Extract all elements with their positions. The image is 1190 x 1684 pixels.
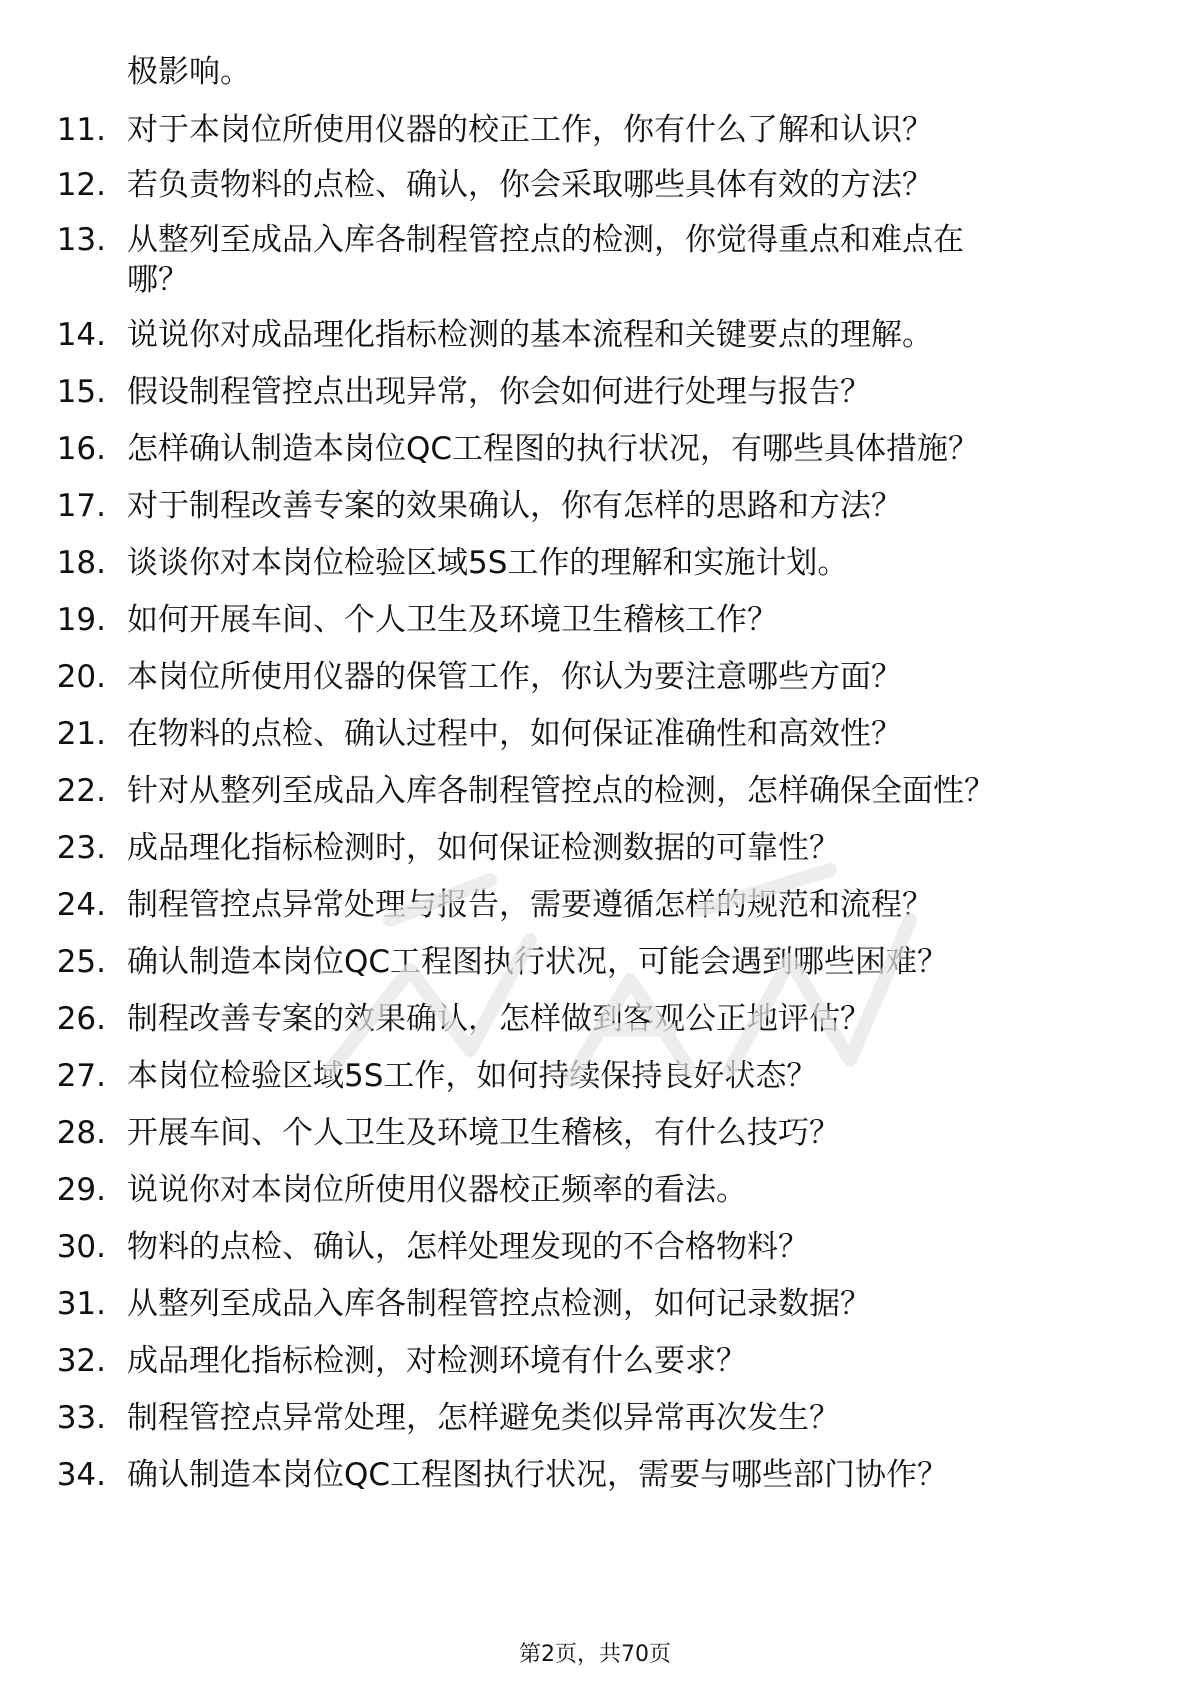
question-text: 从整列至成品入库各制程管控点检测，如何记录数据？: [127, 1286, 871, 1322]
question-number: 17.: [56, 488, 106, 524]
question-text: 若负责物料的点检、确认，你会采取哪些具体有效的方法？: [127, 167, 933, 203]
question-text: 说说你对本岗位所使用仪器校正频率的看法。: [127, 1172, 747, 1208]
question-text: 制程管控点异常处理与报告，需要遵循怎样的规范和流程？: [127, 887, 933, 923]
question-text: 假设制程管控点出现异常，你会如何进行处理与报告？: [127, 374, 871, 410]
question-number: 25.: [56, 944, 106, 980]
question-text: 本岗位检验区域5S工作，如何持续保持良好状态？: [127, 1058, 818, 1094]
question-text: 本岗位所使用仪器的保管工作，你认为要注意哪些方面？: [127, 659, 902, 695]
question-number: 13.: [56, 222, 106, 258]
question-number: 12.: [56, 167, 106, 203]
question-text: 在物料的点检、确认过程中，如何保证准确性和高效性？: [127, 716, 902, 752]
question-number: 26.: [56, 1001, 106, 1037]
question-number: 28.: [56, 1115, 106, 1151]
question-number: 27.: [56, 1058, 106, 1094]
question-number: 11.: [56, 112, 106, 148]
question-number: 16.: [56, 431, 106, 467]
question-text: 对于本岗位所使用仪器的校正工作，你有什么了解和认识？: [127, 112, 933, 148]
question-number: 34.: [56, 1457, 106, 1493]
question-text: 成品理化指标检测，对检测环境有什么要求？: [127, 1343, 747, 1379]
question-number: 33.: [56, 1400, 106, 1436]
question-text: 怎样确认制造本岗位QC工程图的执行状况，有哪些具体措施？: [127, 431, 980, 467]
question-number: 31.: [56, 1286, 106, 1322]
question-number: 15.: [56, 374, 106, 410]
question-text: 对于制程改善专案的效果确认，你有怎样的思路和方法？: [127, 488, 902, 524]
question-number: 19.: [56, 602, 106, 638]
question-text: 制程管控点异常处理，怎样避免类似异常再次发生？: [127, 1400, 840, 1436]
question-text: 谈谈你对本岗位检验区域5S工作的理解和实施计划。: [127, 545, 849, 581]
question-number: 23.: [56, 830, 106, 866]
question-text: 成品理化指标检测时，如何保证检测数据的可靠性？: [127, 830, 840, 866]
question-number: 22.: [56, 773, 106, 809]
question-text: 如何开展车间、个人卫生及环境卫生稽核工作？: [127, 602, 778, 638]
question-number: 29.: [56, 1172, 106, 1208]
question-text: 确认制造本岗位QC工程图执行状况，可能会遇到哪些困难？: [127, 944, 949, 980]
question-text: 开展车间、个人卫生及环境卫生稽核，有什么技巧？: [127, 1115, 840, 1151]
question-number: 14.: [56, 317, 106, 353]
page-footer: 第2页，共70页: [519, 1642, 671, 1667]
continuation-text: 极影响。: [127, 54, 251, 90]
question-number: 18.: [56, 545, 106, 581]
question-text: 从整列至成品入库各制程管控点的检测，你觉得重点和难点在哪？: [127, 222, 964, 298]
question-number: 24.: [56, 887, 106, 923]
question-number: 32.: [56, 1343, 106, 1379]
question-text: 针对从整列至成品入库各制程管控点的检测，怎样确保全面性？: [127, 773, 995, 809]
question-text: 物料的点检、确认，怎样处理发现的不合格物料？: [127, 1229, 809, 1265]
question-text: 确认制造本岗位QC工程图执行状况，需要与哪些部门协作？: [127, 1457, 949, 1493]
question-number: 30.: [56, 1229, 106, 1265]
question-number: 21.: [56, 716, 106, 752]
question-number: 20.: [56, 659, 106, 695]
question-text: 制程改善专案的效果确认，怎样做到客观公正地评估？: [127, 1001, 871, 1037]
question-text: 说说你对成品理化指标检测的基本流程和关键要点的理解。: [127, 317, 933, 353]
